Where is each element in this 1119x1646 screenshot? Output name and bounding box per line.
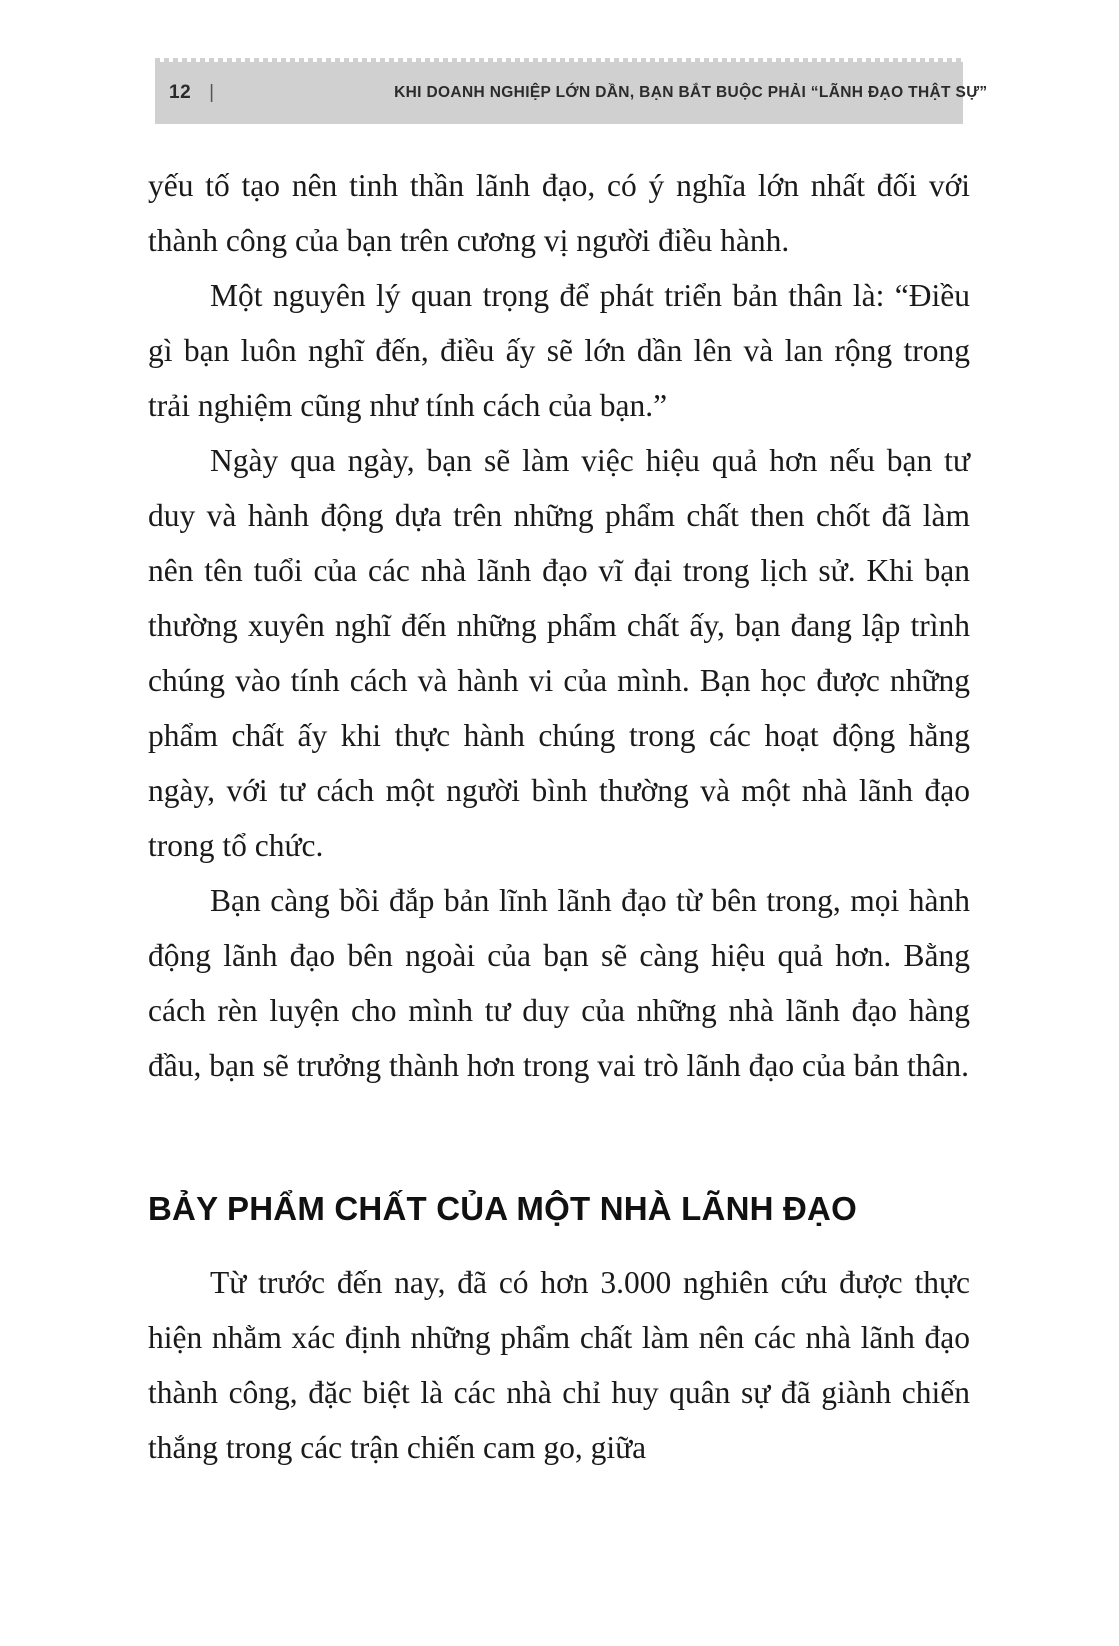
- running-head-band: [155, 62, 988, 124]
- running-title: KHI DOANH NGHIỆP LỚN DẦN, BẠN BẮT BUỘC PHẢI “LÃNH ĐẠO THẬT SỰ”: [394, 84, 988, 101]
- paragraph-5: Từ trước đến nay, đã có hơn 3.000 nghiên cứu được thực hiện nhằm xác định những phẩm chất làm nên các nhà lãnh đạo thành công, đặc biệt là các nhà chỉ huy quân sự đã giành chiến thắng trong các trận chiến cam go, giữa: [148, 1265, 970, 1465]
- paragraph-3: Ngày qua ngày, bạn sẽ làm việc hiệu quả hơn nếu bạn tư duy và hành động dựa trên những phẩm chất then chốt đã làm nên tên tuổi của các nhà lãnh đạo vĩ đại trong lịch sử. Khi bạn thường xuyên nghĩ đến những phẩm chất ấy, bạn đang lập trình chúng vào tính cách và hành vi của mình. Bạn học được những phẩm chất ấy khi thực hành chúng trong các hoạt động hằng ngày, với tư cách một người bình thường và một nhà lãnh đạo trong tổ chức.: [148, 443, 970, 863]
- header-separator: |: [209, 82, 215, 103]
- heading-spacer: [148, 1093, 970, 1137]
- heading-spacer-bottom: [148, 1241, 970, 1255]
- paragraph-4: Bạn càng bồi đắp bản lĩnh lãnh đạo từ bên trong, mọi hành động lãnh đạo bên ngoài của bạn sẽ càng hiệu quả hơn. Bằng cách rèn luyện cho mình tư duy của những nhà lãnh đạo hàng đầu, bạn sẽ trưởng thành hơn trong vai trò lãnh đạo của bản thân.: [148, 883, 970, 1083]
- running-head: [155, 62, 988, 124]
- section-heading: BẢY PHẨM CHẤT CỦA MỘT NHÀ LÃNH ĐẠO: [148, 1190, 857, 1227]
- page-content: [148, 158, 970, 1475]
- paragraph-2: Một nguyên lý quan trọng để phát triển bản thân là: “Điều gì bạn luôn nghĩ đến, điều ấy sẽ lớn dần lên và lan rộng trong trải nghiệm cũng như tính cách của bạn.”: [148, 278, 970, 423]
- page-number: 12: [169, 82, 192, 103]
- paragraph-1: yếu tố tạo nên tinh thần lãnh đạo, có ý nghĩa lớn nhất đối với thành công của bạn trên cương vị người điều hành.: [148, 168, 970, 258]
